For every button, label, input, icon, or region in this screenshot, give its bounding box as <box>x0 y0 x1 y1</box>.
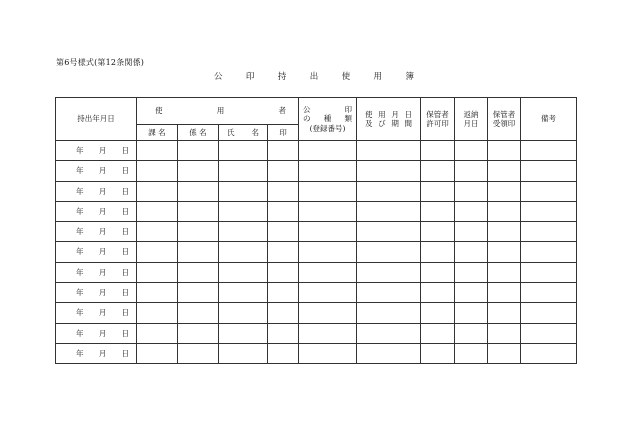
date-day-label: 日 <box>121 267 129 277</box>
table-row <box>56 141 577 161</box>
dept-cell[interactable] <box>137 323 178 343</box>
usage-period-cell[interactable] <box>357 201 421 221</box>
title-char: 使 <box>341 72 351 82</box>
date-day-label: 日 <box>121 206 129 216</box>
section-cell[interactable] <box>178 161 219 181</box>
dept-cell[interactable] <box>137 242 178 262</box>
date-year-label: 年 <box>76 247 84 257</box>
table-row <box>56 222 577 242</box>
date-month-label: 月 <box>98 206 107 216</box>
title-char: 簿 <box>405 72 414 82</box>
person-name-cell[interactable] <box>219 181 268 201</box>
return-date-cell[interactable] <box>455 141 488 161</box>
seal-cell[interactable] <box>268 323 299 343</box>
remarks-cell[interactable] <box>521 222 577 242</box>
remarks-cell[interactable] <box>521 343 577 363</box>
custodian-receipt-cell[interactable] <box>488 141 521 161</box>
custodian-permit-cell[interactable] <box>421 222 455 242</box>
usage-period-cell[interactable] <box>357 222 421 242</box>
seal-type-cell[interactable] <box>299 323 357 343</box>
seal-type-cell[interactable] <box>299 201 357 221</box>
date-month-label: 月 <box>98 166 107 176</box>
return-date-cell[interactable] <box>455 242 488 262</box>
date-month-label: 月 <box>98 186 107 196</box>
page-title <box>214 70 414 82</box>
remarks-cell[interactable] <box>521 161 577 181</box>
date-day-label: 日 <box>121 186 129 196</box>
date-year-label: 年 <box>76 227 84 237</box>
custodian-receipt-cell[interactable] <box>488 262 521 282</box>
dept-cell[interactable] <box>137 343 178 363</box>
table-row <box>56 201 577 221</box>
seal-cell[interactable] <box>268 222 299 242</box>
date-out-cell[interactable] <box>56 262 137 282</box>
section-cell[interactable] <box>178 222 219 242</box>
date-month-label: 月 <box>98 267 107 277</box>
custodian-permit-cell[interactable] <box>421 161 455 181</box>
dept-cell[interactable] <box>137 161 178 181</box>
return-date-cell[interactable] <box>455 181 488 201</box>
person-name-cell[interactable] <box>219 323 268 343</box>
usage-period-cell[interactable] <box>357 343 421 363</box>
date-out-cell[interactable] <box>56 323 137 343</box>
seal-type-cell[interactable] <box>299 222 357 242</box>
custodian-permit-cell[interactable] <box>421 201 455 221</box>
section-cell[interactable] <box>178 343 219 363</box>
date-year-label: 年 <box>76 145 84 155</box>
dept-cell[interactable] <box>137 181 178 201</box>
seal-cell[interactable] <box>268 343 299 363</box>
date-year-label: 年 <box>76 308 84 318</box>
custodian-permit-cell[interactable] <box>421 343 455 363</box>
seal-cell[interactable] <box>268 262 299 282</box>
title-char: 持 <box>277 72 287 82</box>
date-month-label: 月 <box>98 288 107 298</box>
seal-cell[interactable] <box>268 242 299 262</box>
dept-cell[interactable] <box>137 303 178 323</box>
header-return-date: 返納 月日 <box>455 98 488 141</box>
seal-cell[interactable] <box>268 181 299 201</box>
title-char: 印 <box>245 72 255 82</box>
return-date-cell[interactable] <box>455 222 488 242</box>
date-day-label: 日 <box>121 348 129 358</box>
return-date-cell[interactable] <box>455 161 488 181</box>
custodian-receipt-cell[interactable] <box>488 242 521 262</box>
date-day-label: 日 <box>121 308 129 318</box>
custodian-receipt-cell[interactable] <box>488 181 521 201</box>
remarks-cell[interactable] <box>521 242 577 262</box>
person-name-cell[interactable] <box>219 343 268 363</box>
header-seal: 印 <box>268 125 299 141</box>
title-char: 公 <box>214 72 223 82</box>
title-char: 出 <box>309 72 319 82</box>
table-row <box>56 242 577 262</box>
header-dept-name: 課 名 <box>137 125 178 141</box>
date-month-label: 月 <box>98 145 107 155</box>
date-day-label: 日 <box>121 328 129 338</box>
dept-cell[interactable] <box>137 283 178 303</box>
date-out-cell[interactable] <box>56 141 137 161</box>
table-row <box>56 283 577 303</box>
return-date-cell[interactable] <box>455 262 488 282</box>
person-name-cell[interactable] <box>219 141 268 161</box>
date-year-label: 年 <box>76 348 84 358</box>
person-name-cell[interactable] <box>219 303 268 323</box>
return-date-cell[interactable] <box>455 343 488 363</box>
seal-type-cell[interactable] <box>299 242 357 262</box>
remarks-cell[interactable] <box>521 141 577 161</box>
person-name-cell[interactable] <box>219 161 268 181</box>
date-out-cell[interactable] <box>56 283 137 303</box>
return-date-cell[interactable] <box>455 323 488 343</box>
form-number-label: 第6号様式(第12条関係) <box>56 58 145 67</box>
return-date-cell[interactable] <box>455 303 488 323</box>
section-cell[interactable] <box>178 323 219 343</box>
remarks-cell[interactable] <box>521 181 577 201</box>
custodian-permit-cell[interactable] <box>421 242 455 262</box>
seal-cell[interactable] <box>268 283 299 303</box>
remarks-cell[interactable] <box>521 323 577 343</box>
header-remarks: 備考 <box>521 98 577 141</box>
person-name-cell[interactable] <box>219 283 268 303</box>
seal-type-cell[interactable] <box>299 303 357 323</box>
date-month-label: 月 <box>98 348 107 358</box>
usage-period-cell[interactable] <box>357 161 421 181</box>
seal-type-cell[interactable] <box>299 343 357 363</box>
remarks-cell[interactable] <box>521 201 577 221</box>
date-day-label: 日 <box>121 166 129 176</box>
return-date-cell[interactable] <box>455 283 488 303</box>
custodian-receipt-cell[interactable] <box>488 323 521 343</box>
seal-cell[interactable] <box>268 161 299 181</box>
usage-period-cell[interactable] <box>357 262 421 282</box>
seal-usage-ledger-table <box>55 97 577 364</box>
table-row <box>56 303 577 323</box>
header-user-group: 使 用 者 <box>137 98 299 125</box>
dept-cell[interactable] <box>137 141 178 161</box>
date-year-label: 年 <box>76 206 84 216</box>
header-custodian-receipt: 保管者 受領印 <box>488 98 521 141</box>
seal-cell[interactable] <box>268 141 299 161</box>
usage-period-cell[interactable] <box>357 141 421 161</box>
date-year-label: 年 <box>76 186 84 196</box>
dept-cell[interactable] <box>137 262 178 282</box>
section-cell[interactable] <box>178 201 219 221</box>
date-year-label: 年 <box>76 267 84 277</box>
date-year-label: 年 <box>76 166 84 176</box>
section-cell[interactable] <box>178 242 219 262</box>
custodian-permit-cell[interactable] <box>421 323 455 343</box>
table-row <box>56 343 577 363</box>
date-day-label: 日 <box>121 247 129 257</box>
table-row <box>56 161 577 181</box>
usage-period-cell[interactable] <box>357 242 421 262</box>
seal-type-cell[interactable] <box>299 181 357 201</box>
custodian-permit-cell[interactable] <box>421 141 455 161</box>
header-section-name: 係 名 <box>178 125 219 141</box>
section-cell[interactable] <box>178 303 219 323</box>
date-month-label: 月 <box>98 328 107 338</box>
seal-type-cell[interactable] <box>299 161 357 181</box>
custodian-receipt-cell[interactable] <box>488 283 521 303</box>
custodian-permit-cell[interactable] <box>421 283 455 303</box>
title-char: 用 <box>373 72 383 82</box>
date-month-label: 月 <box>98 247 107 257</box>
header-usage-period: 使 用 月 日 及 び 期 間 <box>357 98 421 141</box>
date-month-label: 月 <box>98 308 107 318</box>
date-day-label: 日 <box>121 227 129 237</box>
date-out-cell[interactable] <box>56 201 137 221</box>
date-month-label: 月 <box>98 227 107 237</box>
custodian-receipt-cell[interactable] <box>488 343 521 363</box>
dept-cell[interactable] <box>137 201 178 221</box>
custodian-permit-cell[interactable] <box>421 303 455 323</box>
date-year-label: 年 <box>76 288 84 298</box>
date-out-cell[interactable] <box>56 222 137 242</box>
table-row <box>56 262 577 282</box>
section-cell[interactable] <box>178 283 219 303</box>
dept-cell[interactable] <box>137 222 178 242</box>
seal-cell[interactable] <box>268 303 299 323</box>
custodian-receipt-cell[interactable] <box>488 161 521 181</box>
seal-type-cell[interactable] <box>299 283 357 303</box>
person-name-cell[interactable] <box>219 262 268 282</box>
date-out-cell[interactable] <box>56 303 137 323</box>
date-year-label: 年 <box>76 328 84 338</box>
table-row <box>56 323 577 343</box>
remarks-cell[interactable] <box>521 283 577 303</box>
custodian-permit-cell[interactable] <box>421 181 455 201</box>
usage-period-cell[interactable] <box>357 303 421 323</box>
header-custodian-permit: 保管者 許可印 <box>421 98 455 141</box>
custodian-receipt-cell[interactable] <box>488 303 521 323</box>
custodian-receipt-cell[interactable] <box>488 222 521 242</box>
seal-cell[interactable] <box>268 201 299 221</box>
seal-type-cell[interactable] <box>299 262 357 282</box>
person-name-cell[interactable] <box>219 201 268 221</box>
header-date-out: 持出年月日 <box>56 98 137 141</box>
remarks-cell[interactable] <box>521 303 577 323</box>
header-seal-type: 公 印 の 種 類 (登録番号) <box>299 98 357 141</box>
remarks-cell[interactable] <box>521 262 577 282</box>
date-day-label: 日 <box>121 145 129 155</box>
header-person-name: 氏 名 <box>219 125 268 141</box>
usage-period-cell[interactable] <box>357 181 421 201</box>
date-out-cell[interactable] <box>56 242 137 262</box>
custodian-receipt-cell[interactable] <box>488 201 521 221</box>
section-cell[interactable] <box>178 262 219 282</box>
date-out-cell[interactable] <box>56 161 137 181</box>
usage-period-cell[interactable] <box>357 323 421 343</box>
date-out-cell[interactable] <box>56 343 137 363</box>
seal-type-cell[interactable] <box>299 141 357 161</box>
section-cell[interactable] <box>178 181 219 201</box>
section-cell[interactable] <box>178 141 219 161</box>
table-row <box>56 181 577 201</box>
usage-period-cell[interactable] <box>357 283 421 303</box>
return-date-cell[interactable] <box>455 201 488 221</box>
date-out-cell[interactable] <box>56 181 137 201</box>
custodian-permit-cell[interactable] <box>421 262 455 282</box>
person-name-cell[interactable] <box>219 242 268 262</box>
date-day-label: 日 <box>121 288 129 298</box>
person-name-cell[interactable] <box>219 222 268 242</box>
